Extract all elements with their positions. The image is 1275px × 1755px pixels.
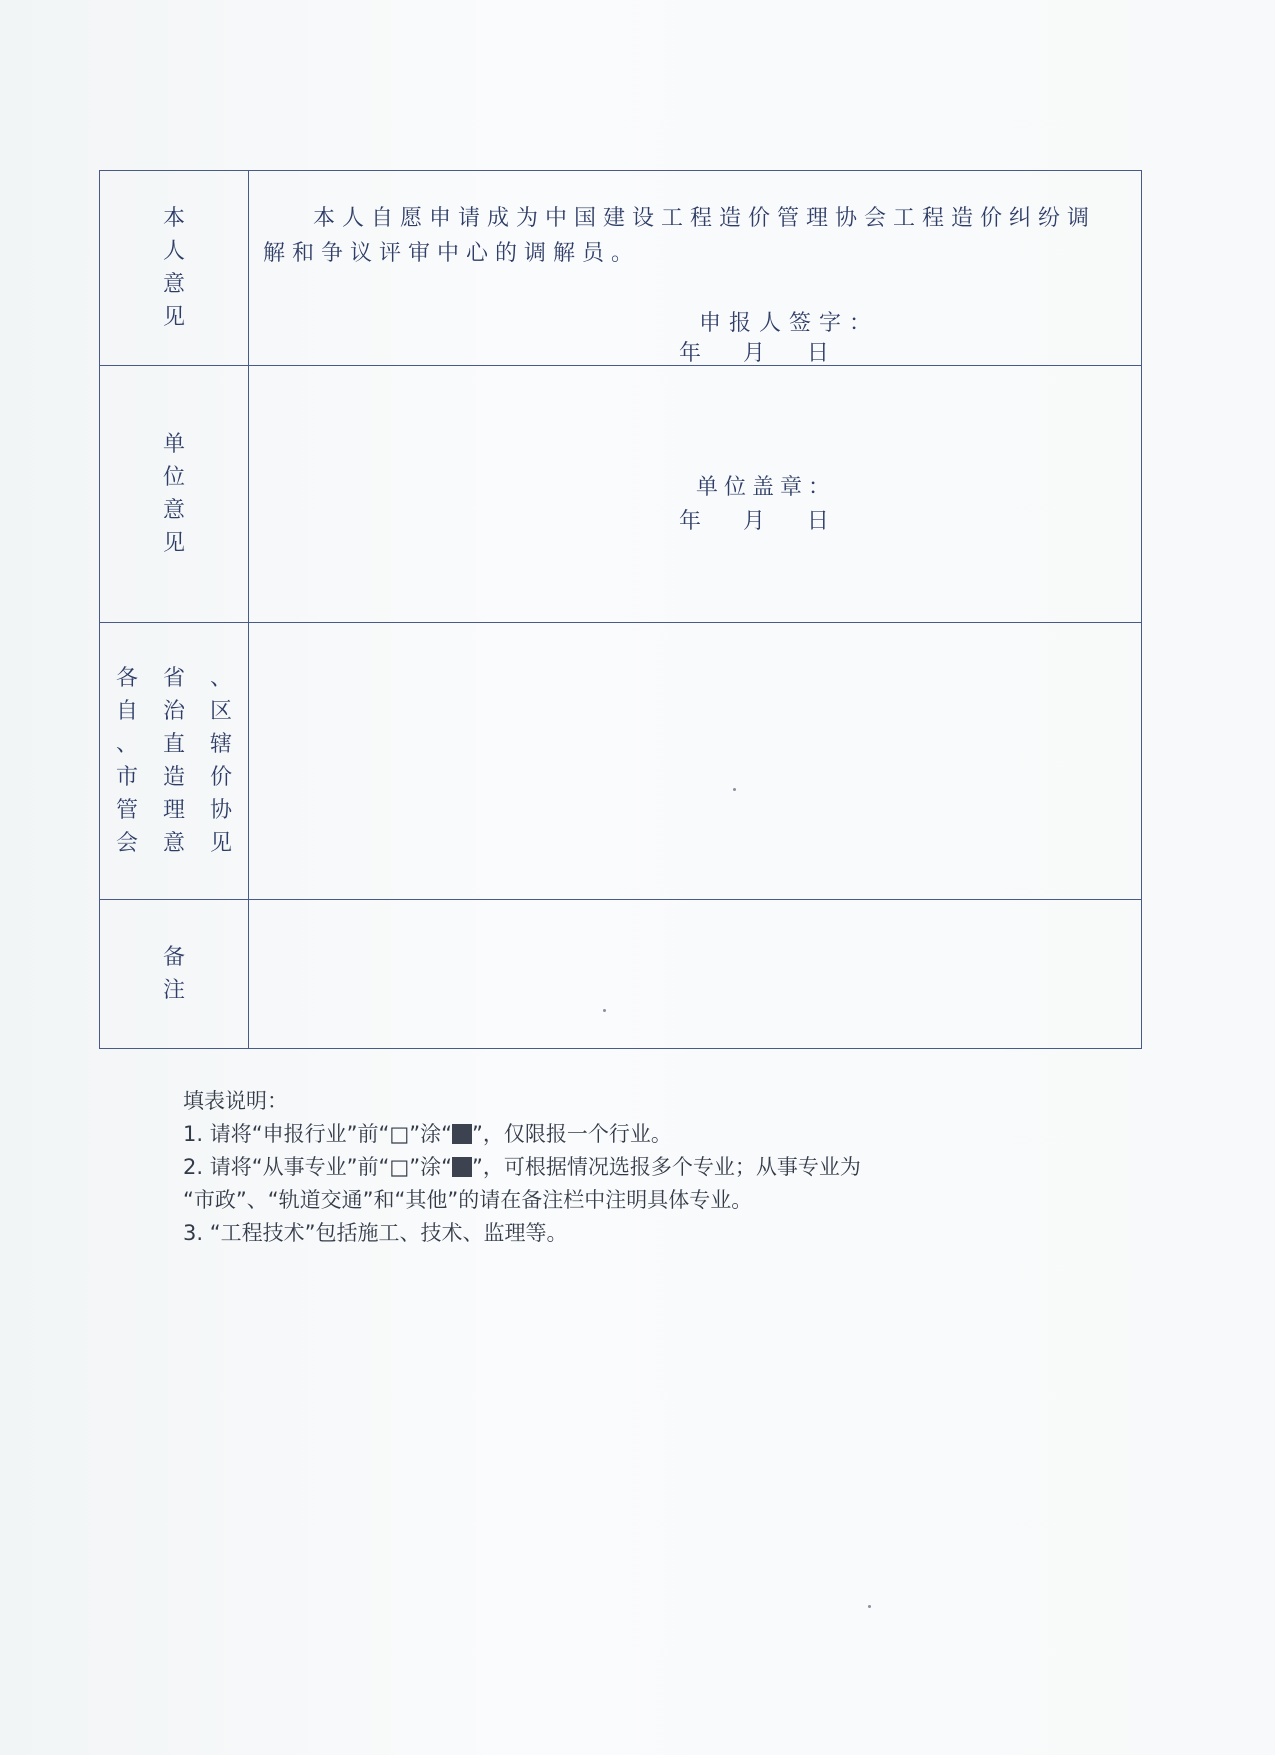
instruction-2-part-a: 2. 请将“从事专业”前“□”涂“ <box>183 1155 452 1179</box>
personal-opinion-label-cell <box>100 171 249 366</box>
instruction-2-continued: “市政”、“轨道交通”和“其他”的请在备注栏中注明具体专业。 <box>183 1188 753 1212</box>
remarks-content[interactable] <box>249 900 1142 1049</box>
label-char: 理 <box>162 797 185 823</box>
instruction-2-part-b: ”，可根据情况选报多个专业；从事专业为 <box>471 1155 861 1179</box>
unit-date: 年 月 日 <box>679 509 829 534</box>
instruction-1-part-b: ”，仅限报一个行业。 <box>471 1122 672 1146</box>
label-char: 直 <box>162 731 185 757</box>
label-char: 造 <box>162 764 185 790</box>
filling-instructions <box>183 1085 861 1250</box>
remarks-label <box>163 941 185 1007</box>
applicant-signature-label: 申报人签字： <box>699 311 880 336</box>
instructions-title: 填表说明： <box>183 1089 288 1113</box>
label-char: 意 <box>162 498 185 523</box>
label-char: 省 <box>162 665 185 691</box>
label-char: 本 <box>162 206 185 231</box>
label-char: 各 <box>116 665 139 691</box>
scan-speck <box>868 1605 871 1608</box>
instruction-3: 3. “工程技术”包括施工、技术、监理等。 <box>183 1221 568 1245</box>
remarks-row <box>100 900 1142 1049</box>
unit-opinion-row <box>100 366 1142 623</box>
unit-opinion-content[interactable] <box>249 366 1142 623</box>
instruction-1-part-a: 1. 请将“申报行业”前“□”涂“ <box>183 1122 452 1146</box>
label-char: 意 <box>162 272 185 297</box>
applicant-statement: 本人自愿申请成为中国建设工程造价管理协会工程造价纠纷调解和争议评审中心的调解员。 <box>263 206 1097 266</box>
provincial-association-row <box>100 623 1142 900</box>
label-char: 、 <box>116 731 139 757</box>
label-char: 人 <box>162 239 185 264</box>
label-char: 价 <box>209 764 232 790</box>
instruction-2 <box>183 1151 861 1184</box>
label-char: 市 <box>116 764 139 790</box>
label-char: 会 <box>116 830 139 856</box>
label-char: 见 <box>162 531 185 556</box>
personal-opinion-label <box>163 202 185 334</box>
unit-opinion-label <box>163 428 185 560</box>
filled-square-icon <box>452 1124 472 1144</box>
label-char: 治 <box>162 698 185 724</box>
applicant-date: 年 月 日 <box>679 341 829 366</box>
label-char: 自 <box>116 698 139 724</box>
label-char: 见 <box>162 305 185 330</box>
label-char: 意 <box>162 830 185 856</box>
label-char: 位 <box>162 465 185 490</box>
personal-opinion-row <box>100 171 1142 366</box>
label-char: 见 <box>209 830 232 856</box>
label-char: 单 <box>162 432 185 457</box>
filled-square-icon <box>452 1157 472 1177</box>
personal-opinion-content[interactable] <box>249 171 1142 366</box>
application-opinion-table <box>99 170 1142 1049</box>
instruction-1 <box>183 1118 861 1151</box>
label-char: 辖 <box>209 731 232 757</box>
unit-opinion-label-cell <box>100 366 249 623</box>
label-char: 备 <box>162 945 185 970</box>
remarks-label-cell <box>100 900 249 1049</box>
label-char: 区 <box>209 698 232 724</box>
label-char: 注 <box>162 978 185 1003</box>
unit-stamp-label: 单位盖章： <box>696 475 837 500</box>
provincial-association-label <box>100 663 248 860</box>
provincial-association-label-cell <box>100 623 249 900</box>
provincial-association-content[interactable] <box>249 623 1142 900</box>
scan-speck <box>603 1009 606 1012</box>
label-char: 协 <box>209 797 232 823</box>
label-char: 管 <box>116 797 139 823</box>
scan-speck <box>733 788 736 791</box>
label-char: 、 <box>209 665 232 691</box>
